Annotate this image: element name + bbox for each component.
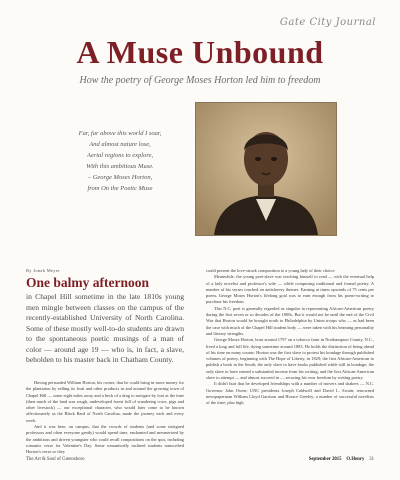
footer-date: September 2015 <box>308 457 342 462</box>
portrait-photo <box>195 102 337 236</box>
poem-line: With this ambitious Muse. <box>86 163 154 170</box>
poem-attribution: – George Moses Horton, <box>87 174 153 181</box>
article-column-1 <box>26 380 184 456</box>
poem-line: And almost nature lose, <box>89 141 151 148</box>
body-paragraph: Meanwhile, the young poet-slave was teaching himself to read — with the eventual help of a lady novelist and professor's wife — while composing traditional and formal poetry. A number of his verses touched on antislavery themes. Earning at times upwards of 75 cents per poem, George Moses Horton's lifelong goal was to earn enough from his poem-writing to purchase his freedom. <box>206 274 374 305</box>
page-footer <box>26 457 374 467</box>
body-paragraph: And it was here, on campus, that the crowds of students (and some intrigued professors and often everyone gently) would spend time, enchanted and mesmerized by the ambitious and driven youngster who could recall compositions on the spot, including romantic verse for Valentine's Day. Some romantically inclined students transcribed Horton's verse so they <box>26 424 184 455</box>
poem-line: Far, far above this world I soar, <box>78 130 162 137</box>
lead-paragraph: in Chapel Hill sometime in the late 1810s young men mingle between classes on the campus of the recently-established University of North Carolina. Some of these mostly well-to-do students are drawn to the spontaneous poetic musings of a man of color — around age 19 — who is, in fact, a slave, beholden to his master back in Chatham County. <box>26 292 184 364</box>
poem-source: from On the Poetic Muse <box>87 185 153 192</box>
lead-in-heading: One balmy afternoon <box>26 275 149 290</box>
headline: A Muse Unbound <box>76 34 324 70</box>
body-paragraph: George Moses Horton, born around 1797 on a tobacco farm in Northampton County, N.C., lived a long and full life, dying sometime around 1883. He holds the distinction of being ahead of his time on many counts: Horton was the first slave to protest his bondage through published volumes of poetry, beginning with The Hope of Liberty, in 1829; the first African-American to publish a book in the South; the only slave to have books published while still in bondage; the only slave to have earned a substantial income from his writing; and the first African-American slave to attempt — and almost succeed in — securing his own freedom by writing poetry. <box>206 337 374 381</box>
article-column-2 <box>206 268 374 407</box>
body-paragraph: It didn't hurt that he developed friendships with a number of movers and shakers — N.C. Governor John Owen; UNC presidents Joseph Caldwell and David L. Swain; renowned newspaperman William Lloyd Garrison and Horace Greeley; a number of successful novelists of the time; plus high <box>206 381 374 406</box>
body-paragraph: This N.C. poet is generally regarded as singular in representing African-American poetry during the first seven or so decades of the 1800s. But it would not be until the end of the Civil War that Horton would be brought north to Philadelphia by Union troops who — as had been the case with much of the Chapel Hill student body — were taken with his beaming personality and literary strengths. <box>206 305 374 336</box>
footer-folio <box>309 457 374 462</box>
poem-line: Aerial regions to explore, <box>86 152 154 159</box>
body-paragraph: Having persuaded William Horton, his owner, that he could bring in more money for the plantation by selling its fruit and other products in and around the growing town of Chapel Hill — some eight miles away and a heck of a drag to navigate by foot at the time (then much of the land was rough, undeveloped forest full of wandering cows, pigs and other livestock) — our exceptional character, who would later come to be known affectionately as the Black Bard of North Carolina, made the journey each and every week. <box>26 380 184 423</box>
byline: By Jonah Meyer <box>26 268 60 273</box>
subhead: How the poetry of George Moses Horton led him to freedom <box>79 75 321 86</box>
footer-tagline: The Art & Soul of Greensboro <box>26 457 85 462</box>
section-title: Gate City Journal <box>279 17 376 28</box>
poem-epigraph <box>60 128 180 194</box>
body-paragraph: could present the love-struck composition to a young lady of their choice. <box>206 268 336 273</box>
page-number: 31 <box>369 457 374 462</box>
footer-magazine: O.Henry <box>346 457 365 462</box>
